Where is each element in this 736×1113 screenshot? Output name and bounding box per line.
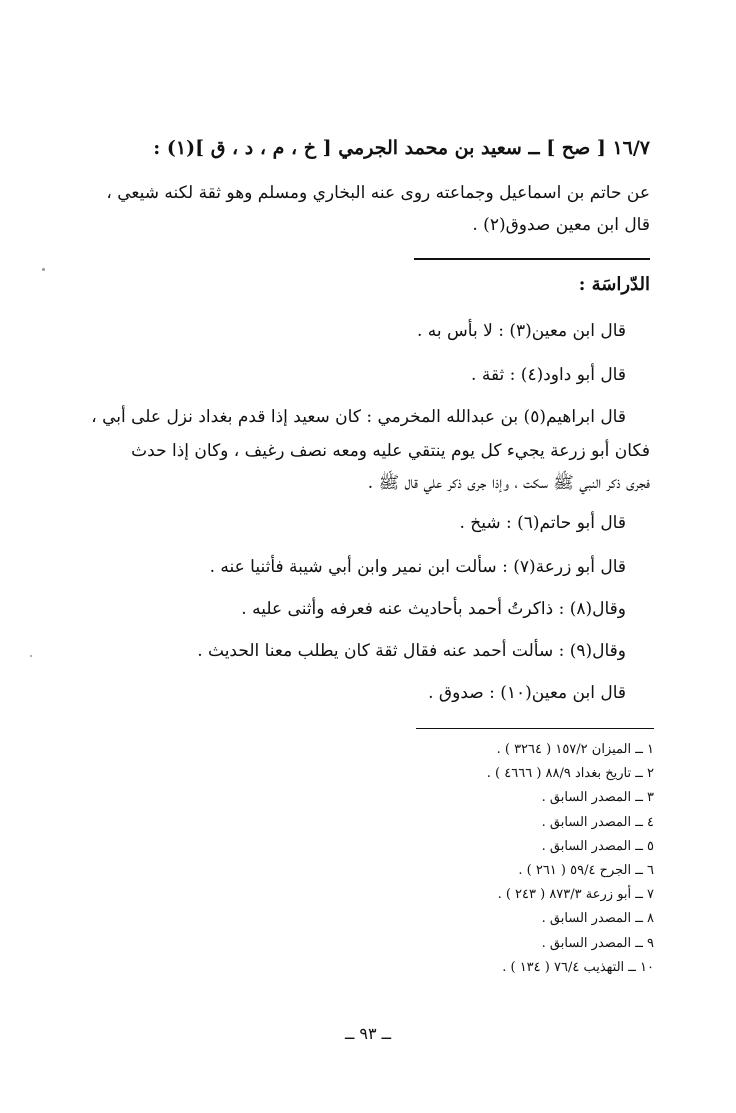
study-paragraph-6: وقال(٨) : ذاكرتُ أحمد بأحاديث عنه فعرفه وأثنى عليه . xyxy=(241,599,626,619)
footnote-10: ١٠ ــ التهذيب ٧٦/٤ ( ١٣٤ ) . xyxy=(502,959,654,975)
footnote-3: ٣ ــ المصدر السابق . xyxy=(541,790,654,806)
study-paragraph-1: قال ابن معين(٣) : لا بأس به . xyxy=(416,321,626,341)
footnote-6: ٦ ــ الجرح ٥٩/٤ ( ٢٦١ ) . xyxy=(518,863,654,879)
study-paragraph-3-line-3: فجرى ذكر النبي ﷺ سكت ، وإذا جرى ذكر علي قال ﷺ . xyxy=(367,473,650,493)
study-paragraph-5: قال أبو زرعة(٧) : سألت ابن نمير وابن أبي شيبة فأثنيا عنه . xyxy=(209,557,626,577)
study-paragraph-7: وقال(٩) : سألت أحمد عنه فقال ثقة كان يطلب معنا الحديث . xyxy=(197,641,626,661)
footnote-7: ٧ ــ أبو زرعة ٨٧٣/٣ ( ٢٤٣ ) . xyxy=(497,887,654,903)
study-paragraph-8: قال ابن معين(١٠) : صدوق . xyxy=(428,683,626,703)
footnote-divider xyxy=(416,728,654,729)
footnote-5: ٥ ــ المصدر السابق . xyxy=(541,838,654,854)
page-number: ــ ٩٣ ــ xyxy=(344,1024,392,1043)
study-paragraph-4: قال أبو حاتم(٦) : شيخ . xyxy=(459,513,626,533)
footnote-1: ١ ــ الميزان ١٥٧/٢ ( ٣٢٦٤ ) . xyxy=(496,742,654,757)
footnote-4: ٤ ــ المصدر السابق . xyxy=(541,814,654,830)
footnotes xyxy=(254,738,654,980)
entry-text-line-1: عن حاتم بن اسماعيل وجماعته روى عنه البخاري ومسلم وهو ثقة لكنه شيعي ، xyxy=(106,183,650,203)
section-divider xyxy=(414,258,650,260)
study-paragraph-3-line-2: فكان أبو زرعة يجيء كل يوم ينتقي عليه ومعه نصف رغيف ، وكان إذا حدث xyxy=(131,441,650,461)
study-paragraph-3-line-1: قال ابراهيم(٥) بن عبدالله المخرمي : كان سعيد إذا قدم بغداد نزل على أبي ، xyxy=(91,407,626,427)
scan-speck xyxy=(30,655,32,657)
footnote-2: ٢ ــ تاريخ بغداد ٨٨/٩ ( ٤٦٦٦ ) . xyxy=(486,766,654,782)
footnote-9: ٩ ــ المصدر السابق . xyxy=(541,935,654,951)
footnote-8: ٨ ــ المصدر السابق . xyxy=(541,911,654,927)
entry-heading: ١٦/٧ [ صح ] ــ سعيد بن محمد الجرمي [ خ ، م ، د ، ق ](١) : xyxy=(153,137,650,159)
study-paragraph-2: قال أبو داود(٤) : ثقة . xyxy=(471,365,626,385)
section-title: الدّراسَة : xyxy=(578,274,650,295)
scan-speck xyxy=(42,268,45,271)
entry-text-line-2: قال ابن معين صدوق(٢) . xyxy=(472,215,650,235)
